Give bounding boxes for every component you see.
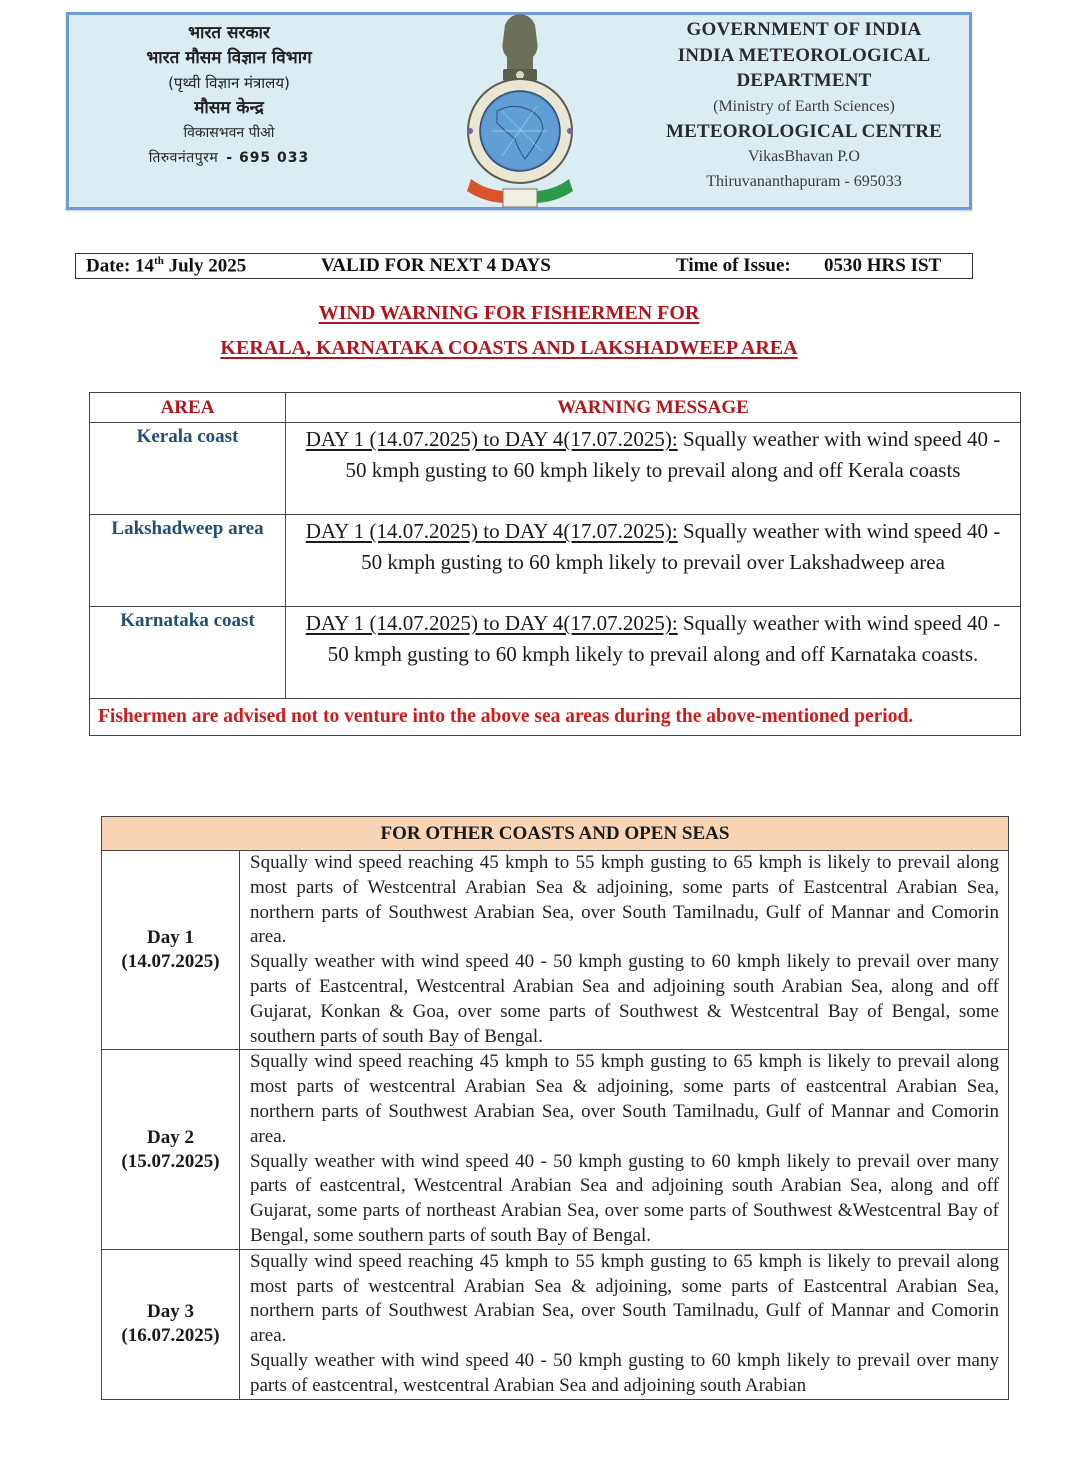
english-govt: GOVERNMENT OF INDIA <box>686 19 922 40</box>
validity-text: VALID FOR NEXT 4 DAYS <box>321 255 551 276</box>
day-cell <box>102 1050 240 1249</box>
coastal-warning-table <box>89 392 1021 736</box>
area-cell: Kerala coast <box>90 423 286 515</box>
bulletin-info-bar <box>75 253 973 279</box>
fishermen-advisory: Fishermen are advised not to venture into the above sea areas during the above-mentioned period. <box>90 699 1021 736</box>
english-dept-line2: DEPARTMENT <box>736 70 872 91</box>
table-row <box>90 515 1021 607</box>
forecast-cell <box>240 1050 1009 1249</box>
table-row <box>90 423 1021 515</box>
english-letterhead <box>639 17 969 194</box>
table-header-row <box>102 817 1009 851</box>
date-suffix: th <box>154 255 164 267</box>
message-cell <box>286 515 1021 607</box>
day-label: Day 1 <box>147 927 194 949</box>
message-column-header: WARNING MESSAGE <box>286 393 1021 423</box>
forecast-paragraph: Squally wind speed reaching 45 kmph to 55 kmph gusting to 65 kmph is likely to prevail along most parts of Westcentral Arabian Sea & adjoining, some parts of Eastcentral Arabian Sea, northern parts of Southwest Arabian Sea, over South Tamilnadu, Gulf of Mannar and Comorin area. <box>250 852 999 948</box>
table-row <box>90 607 1021 699</box>
table-row <box>102 1050 1009 1249</box>
letterhead-banner <box>66 12 972 210</box>
forecast-paragraph: Squally weather with wind speed 40 - 50 kmph gusting to 60 kmph likely to prevail over many parts of Eastcentral, Westcentral Arabian Sea and adjoining south Arabian Sea, along and off Gujarat, Konkan & Goa, over some parts of Southwest & Westcentral Bay of Bengal, some southern parts of south Bay of Bengal. <box>250 951 999 1047</box>
day-cell <box>102 851 240 1050</box>
hindi-city: तिरुवनंतपुरम <box>148 150 219 166</box>
national-emblem-icon <box>503 14 538 87</box>
english-dept-line1: INDIA METEOROLOGICAL <box>677 44 931 66</box>
day-label: Day 3 <box>147 1301 194 1323</box>
advisory-row <box>90 699 1021 736</box>
area-column-header: AREA <box>90 393 286 423</box>
forecast-cell <box>240 851 1009 1050</box>
issue-date <box>86 255 246 277</box>
hindi-pin: - 695 033 <box>226 150 310 166</box>
english-ministry: (Ministry of Earth Sciences) <box>713 97 895 115</box>
day-date: (16.07.2025) <box>121 1325 220 1347</box>
other-coasts-table <box>101 816 1009 1400</box>
english-address: Thiruvananthapuram - 695033 <box>706 173 902 190</box>
other-coasts-header: FOR OTHER COASTS AND OPEN SEAS <box>102 817 1009 851</box>
message-text: Squally weather with wind speed 40 - 50 kmph gusting to 60 kmph likely to prevail over Lakshadweep area <box>361 519 1001 574</box>
period-label: DAY 1 (14.07.2025) to DAY 4(17.07.2025): <box>305 611 678 635</box>
hindi-address <box>69 146 389 171</box>
hindi-ministry: (पृथ्वी विज्ञान मंत्रालय) <box>168 74 290 92</box>
hindi-letterhead <box>69 21 389 171</box>
issue-time-label: Time of Issue: <box>676 255 791 276</box>
day-date: (14.07.2025) <box>121 951 220 973</box>
period-label: DAY 1 (14.07.2025) to DAY 4(17.07.2025): <box>305 519 678 543</box>
table-row <box>102 851 1009 1050</box>
message-cell <box>286 423 1021 515</box>
day-label: Day 2 <box>147 1126 194 1148</box>
english-po: VikasBhavan P.O <box>748 148 860 165</box>
date-month-year: July 2025 <box>163 255 247 277</box>
warning-subtitle: KERALA, KARNATAKA COASTS AND LAKSHADWEEP AREA <box>220 337 798 359</box>
table-row <box>102 1249 1009 1399</box>
imd-emblem-icon <box>457 11 583 211</box>
hindi-dept: भारत मौसम विज्ञान विभाग <box>146 48 312 68</box>
area-cell: Karnataka coast <box>90 607 286 699</box>
day-cell <box>102 1249 240 1399</box>
forecast-paragraph: Squally wind speed reaching 45 kmph to 55 kmph gusting to 65 kmph is likely to prevail along most parts of westcentral Arabian Sea & adjoining, some parts of eastcentral Arabian Sea, northern parts of Southwest Arabian Sea, over South Tamilnadu, Gulf of Mannar and Comorin area. <box>250 1051 999 1147</box>
forecast-paragraph: Squally wind speed reaching 45 kmph to 55 kmph gusting to 65 kmph is likely to prevail along most parts of westcentral Arabian Sea & adjoining, some parts of Eastcentral Arabian Sea, northern parts of Southwest Arabian Sea, over South Tamilnadu, Gulf of Mannar and Comorin area. <box>250 1250 999 1347</box>
table-header-row <box>90 393 1021 423</box>
message-text: Squally weather with wind speed 40 - 50 kmph gusting to 60 kmph likely to prevail along and off Karnataka coasts. <box>327 611 1001 666</box>
hindi-po: विकासभवन पीओ <box>183 125 275 141</box>
hindi-centre: मौसम केन्द्र <box>194 98 264 118</box>
area-cell: Lakshadweep area <box>90 515 286 607</box>
hindi-govt: भारत सरकार <box>188 23 270 43</box>
message-text: Squally weather with wind speed 40 - 50 kmph gusting to 60 kmph likely to prevail along and off Kerala coasts <box>345 427 1001 482</box>
issue-time: 0530 HRS IST <box>824 255 942 276</box>
english-centre: METEOROLOGICAL CENTRE <box>665 120 943 142</box>
message-cell <box>286 607 1021 699</box>
forecast-cell <box>240 1249 1009 1399</box>
period-label: DAY 1 (14.07.2025) to DAY 4(17.07.2025): <box>305 427 678 451</box>
date-label: Date: 14 <box>86 255 155 277</box>
forecast-paragraph: Squally weather with wind speed 40 - 50 kmph gusting to 60 kmph likely to prevail over many parts of eastcentral, westcentral Arabian Sea and adjoining south Arabian <box>250 1349 999 1396</box>
warning-title: WIND WARNING FOR FISHERMEN FOR <box>318 302 700 324</box>
forecast-paragraph: Squally weather with wind speed 40 - 50 kmph gusting to 60 kmph likely to prevail over many parts of eastcentral, Westcentral Arabian Sea and adjoining south Arabian Sea, along and off Gujarat, some parts of northeast Arabian Sea, over some parts of Southwest &Westcentral Bay of Bengal, some southern parts of south Bay of Bengal. <box>250 1150 999 1246</box>
day-date: (15.07.2025) <box>121 1150 220 1172</box>
